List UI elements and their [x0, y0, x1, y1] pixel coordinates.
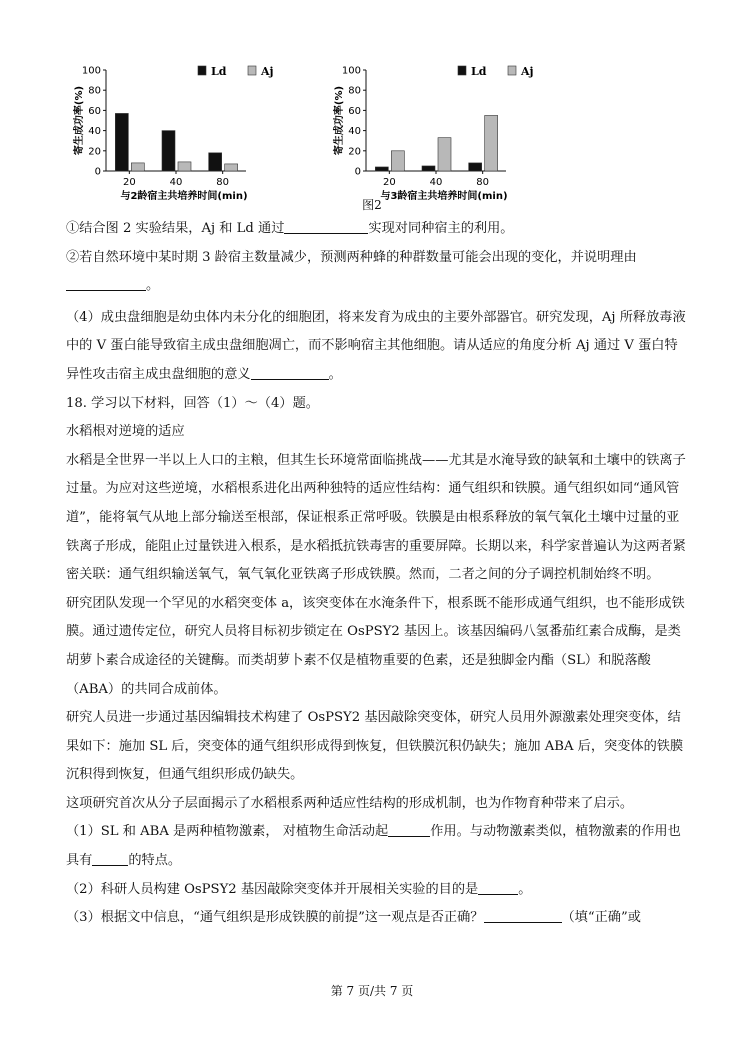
x-tick-label: 80	[476, 177, 490, 188]
bar-aj	[391, 151, 404, 171]
q17-3-1: ①结合图 2 实验结果，Aj 和 Ld 通过 实现对同种宿主的利用。	[66, 221, 514, 236]
answer-blank[interactable]	[478, 880, 518, 895]
article-title: 水稻根对逆境的适应	[66, 424, 185, 440]
bar-aj	[131, 163, 144, 171]
bar-ld	[469, 163, 482, 171]
y-axis-label: 寄生成功率(%)	[334, 85, 345, 156]
chart-3-instar	[330, 58, 630, 208]
figure-2	[0, 58, 744, 218]
x-axis-label: 与2龄宿主共培养时间(min)	[120, 191, 248, 202]
q18-2: （2）科研人员构建 OsPSY2 基因敲除突变体并开展相关实验的目的是 。	[66, 881, 532, 897]
y-tick-label: 0	[94, 166, 101, 178]
article-para-3: 研究人员进一步通过基因编辑技术构建了 OsPSY2 基因敲除突变体，研究人员用外源激素处理突变体，结果如下：施加 SL 后，突变体的通气组织形成得到恢复，但铁膜沉积仍缺失；施加 ABA 后，突变体的铁膜沉积得到恢复，但通气组织形成仍缺失。	[66, 710, 684, 783]
page-footer: 第 7 页/共 7 页	[330, 984, 414, 998]
bar-ld	[422, 166, 435, 171]
q18-3: （3）根据文中信息，“通气组织是形成铁膜的前提”这一观点是否正确？ （填“正确”或	[66, 910, 641, 926]
bar-aj	[485, 115, 498, 171]
question-block-17	[66, 215, 686, 933]
x-tick-label: 20	[122, 177, 136, 188]
answer-blank[interactable]	[66, 276, 146, 291]
legend-swatch-ld	[198, 66, 206, 75]
y-tick-label: 60	[348, 105, 361, 117]
legend-swatch-aj	[508, 66, 516, 75]
x-axis-label: 与3龄宿主共培养时间(min)	[380, 191, 508, 202]
legend-swatch-ld	[458, 66, 466, 75]
answer-blank[interactable]	[251, 365, 329, 380]
chart-2-instar	[70, 58, 370, 208]
x-tick-label: 40	[169, 177, 183, 188]
y-tick-label: 40	[348, 126, 361, 138]
x-tick-label: 80	[216, 177, 230, 188]
answer-blank[interactable]	[284, 219, 368, 234]
y-tick-label: 20	[88, 146, 101, 158]
legend-label-ld: Ld	[211, 65, 227, 78]
q18-intro: 18. 学习以下材料，回答（1）～（4）题。	[66, 395, 319, 411]
article-para-2: 研究团队发现一个罕见的水稻突变体 a，该突变体在水淹条件下，根系既不能形成通气组织，也不能形成铁膜。通过遗传定位，研究人员将目标初步锁定在 OsPSY2 基因上。该基因编码八氢番茄红素合成酶，是类胡萝卜素合成途径的关键酶。而类胡萝卜素不仅是植物重要的色素，还是独脚金内酯（SL）和脱落酸（ABA）的共同合成前体。	[66, 595, 685, 697]
y-tick-label: 100	[341, 65, 361, 77]
y-tick-label: 40	[88, 126, 101, 138]
legend-swatch-aj	[248, 66, 256, 75]
answer-blank[interactable]	[92, 851, 128, 866]
legend-label-ld: Ld	[471, 65, 487, 78]
y-tick-label: 60	[88, 105, 101, 117]
y-tick-label: 0	[354, 166, 361, 178]
legend-label-aj: Aj	[261, 65, 274, 78]
q17-4: （4）成虫盘细胞是幼虫体内未分化的细胞团，将来发育为成虫的主要外部器官。研究发现，Aj 所释放毒液中的 V 蛋白能导致宿主成虫盘细胞凋亡，而不影响宿主其他细胞。请从适应的角度分析 Aj 通过 V 蛋白特异性攻击宿主成虫盘细胞的意义 。	[66, 309, 686, 382]
article-para-4: 这项研究首次从分子层面揭示了水稻根系两种适应性结构的形成机制，也为作物育种带来了启示。	[66, 795, 634, 811]
bar-aj	[178, 162, 191, 171]
bar-aj	[438, 138, 451, 171]
article-para-1: 水稻是全世界一半以上人口的主粮，但其生长环境常面临挑战——尤其是水淹导致的缺氧和土壤中的铁离子过量。为应对这些逆境，水稻根系进化出两种独特的适应性结构：通气组织和铁膜。通气组织如同“通风管道”，能将氧气从地上部分输送至根部，保证根系正常呼吸。铁膜是由根系释放的氧气氧化土壤中过量的亚铁离子形成，能阻止过量铁进入根系，是水稻抵抗铁毒害的重要屏障。长期以来，科学家普遍认为这两者紧密关联：通气组织输送氧气，氧气氧化亚铁离子形成铁膜。然而，二者之间的分子调控机制始终不明。	[66, 452, 686, 583]
y-tick-label: 80	[88, 85, 101, 97]
y-tick-label: 80	[348, 85, 361, 97]
figure-caption: 图2	[362, 198, 382, 212]
q18-1: （1）SL 和 ABA 是两种植物激素， 对植物生命活动起 作用。与动物激素类似，植物激素的作用也具有 的特点。	[66, 824, 681, 869]
y-tick-label: 20	[348, 146, 361, 158]
bar-ld	[115, 113, 128, 171]
x-tick-label: 20	[382, 177, 396, 188]
bar-ld	[162, 131, 175, 171]
answer-blank[interactable]	[388, 822, 430, 837]
answer-blank[interactable]	[484, 908, 562, 923]
y-tick-label: 100	[81, 65, 101, 77]
bar-aj	[225, 164, 238, 171]
q17-3-2: ②若自然环境中某时期 3 龄宿主数量减少，预测两种蜂的种群数量可能会出现的变化，并说明理由 。	[66, 249, 637, 294]
y-axis-label: 寄生成功率(%)	[74, 85, 85, 156]
bar-ld	[375, 167, 388, 171]
x-tick-label: 40	[429, 177, 443, 188]
bar-ld	[209, 153, 222, 171]
legend-label-aj: Aj	[521, 65, 534, 78]
